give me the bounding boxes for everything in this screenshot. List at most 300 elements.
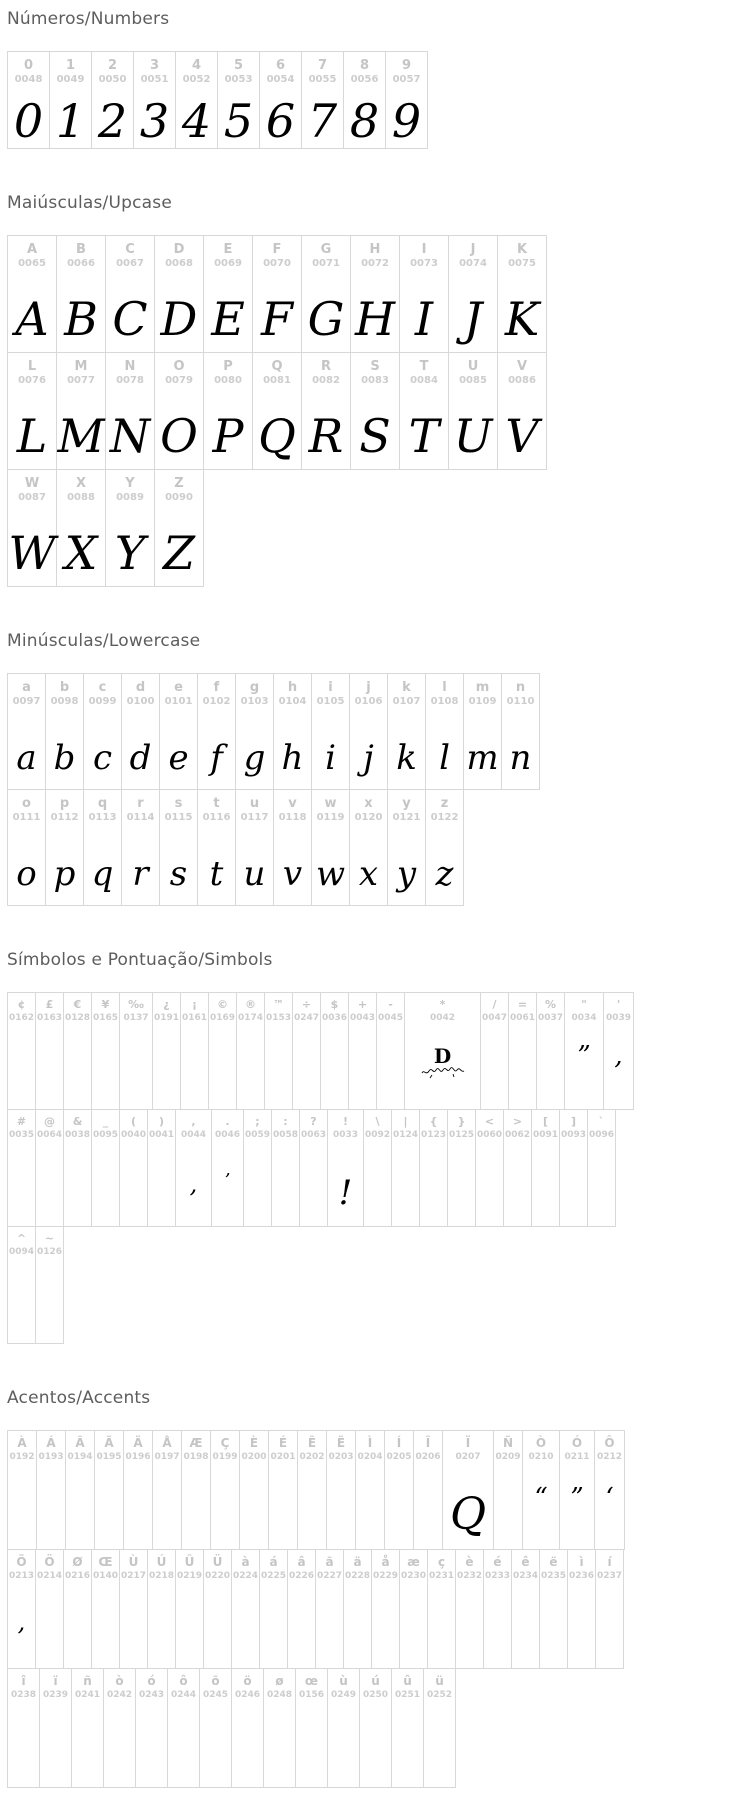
char-code: 0137 [123,1013,149,1023]
char-code: 0081 [263,375,291,386]
char-code: 0068 [165,258,193,269]
char-code: 0099 [88,696,117,707]
char-label: H [369,242,381,257]
char-code: 0245 [202,1690,229,1700]
char-cell [501,673,540,790]
char-code: 0121 [392,812,421,823]
char-cell [423,1668,456,1788]
char-glyph: ! [338,1173,353,1213]
char-cell [399,1549,428,1669]
char-label: U [467,359,479,374]
char-cell [497,235,547,353]
char-code: 0103 [240,696,269,707]
char-cell [105,469,155,587]
char-label: Å [162,1436,172,1450]
char-cell [243,1109,272,1227]
char-cell [91,1549,120,1669]
char-cell [105,352,155,470]
char-label: Ù [128,1555,139,1569]
char-glyph: i [325,738,336,778]
char-code: 0040 [120,1130,147,1140]
char-code: 0067 [116,258,144,269]
char-label: D [173,242,185,257]
char-label: b [59,680,70,695]
char-cell [559,1430,595,1550]
char-code: 0063 [300,1130,327,1140]
char-label: î [21,1674,26,1688]
char-label: Ë [336,1436,346,1450]
char-label: ' [616,998,621,1011]
char-label: Ø [72,1555,83,1569]
char-code: 0212 [596,1452,623,1462]
char-label: Á [46,1436,56,1450]
char-code: 0071 [312,258,340,269]
char-glyph: 5 [223,94,254,148]
char-cell [315,1549,344,1669]
char-code: 0156 [298,1690,325,1700]
char-label: Æ [189,1436,203,1450]
char-cell [522,1430,560,1550]
char-code: 0041 [148,1130,175,1140]
char-label: \ [375,1115,380,1128]
char-code: 0035 [8,1130,35,1140]
char-label: @ [44,1115,55,1128]
char-label: j [366,680,371,695]
char-label: Ã [104,1436,114,1450]
char-code: 0089 [116,492,144,503]
char-code: 0115 [164,812,193,823]
char-code: 0203 [328,1452,354,1462]
char-cell [152,1430,182,1550]
char-label: é [493,1555,502,1569]
char-glyph: Q [258,409,296,463]
char-cell [121,789,160,906]
char-code: 0073 [410,258,438,269]
char-cell [355,1430,385,1550]
char-cell [7,789,46,906]
char-cell [301,235,351,353]
char-label: L [27,359,37,374]
char-code: 0096 [588,1130,615,1140]
char-code: 0070 [263,258,291,269]
char-glyph: J [463,292,483,346]
char-code: 0047 [481,1013,508,1023]
char-cell [387,789,426,906]
char-cell [297,1430,327,1550]
char-code: 0033 [332,1130,359,1140]
char-code: 0080 [214,375,242,386]
char-code: 0243 [138,1690,165,1700]
char-code: 0042 [429,1013,456,1023]
char-glyph: t [209,854,224,894]
char-label: [ [542,1115,549,1128]
char-code: 0120 [354,812,383,823]
char-glyph: , [17,1608,26,1636]
char-cell [387,673,426,790]
char-cell [564,992,604,1110]
char-label: Ú [156,1555,167,1569]
char-cell [119,1109,148,1227]
char-cell [159,673,198,790]
char-glyph: C [112,292,148,346]
char-code: 0034 [571,1013,597,1023]
char-code: 0090 [165,492,193,503]
char-label: 0 [23,58,34,73]
section-title: Símbolos e Pontuação/Simbols [7,950,273,970]
char-cell [35,992,64,1110]
char-code: 0050 [98,74,127,85]
char-glyph: N [109,409,151,463]
char-label: ë [549,1555,558,1569]
char-cell [133,51,176,149]
char-code: 0247 [293,1013,320,1023]
char-label: Õ [16,1555,27,1569]
char-code: 0079 [165,375,193,386]
char-label: ü [435,1674,444,1688]
char-cell [259,1549,288,1669]
char-cell [135,1668,168,1788]
char-cell [105,235,155,353]
char-code: 0095 [92,1130,119,1140]
char-label: G [320,242,332,257]
char-cell [567,1549,596,1669]
char-glyph: H [354,292,396,346]
char-label: E [223,242,233,257]
char-cell [559,1109,588,1227]
char-label: S [370,359,380,374]
section-upcase [7,193,730,587]
char-glyph: 4 [181,94,212,148]
char-cell [56,235,106,353]
char-cell [83,789,122,906]
char-code: 0044 [180,1130,207,1140]
char-glyph [420,1044,466,1079]
char-cell [404,992,481,1110]
char-cell [175,1109,212,1227]
char-label: t [213,796,220,811]
char-code: 0051 [140,74,169,85]
char-code: 0106 [354,696,383,707]
char-code: 0229 [372,1571,399,1581]
char-label: y [402,796,411,811]
char-label: Ê [307,1436,317,1450]
char-code: 0126 [36,1247,63,1257]
char-label: J [470,242,476,257]
logo-letter: D [433,1044,452,1068]
char-label: ó [147,1674,156,1688]
char-cell [427,1549,456,1669]
char-cell [7,51,50,149]
char-cell [35,1226,64,1344]
char-glyph: z [435,854,454,894]
char-code: 0205 [386,1452,412,1462]
char-code: 0053 [224,74,253,85]
char-label: * [439,998,446,1011]
char-code: 0113 [88,812,117,823]
char-cell [531,1109,560,1227]
char-cell [7,352,57,470]
char-label: W [24,476,40,491]
char-cell [83,673,122,790]
char-code: 0122 [430,812,459,823]
char-code: 0213 [8,1571,35,1581]
char-label: Ü [212,1555,223,1569]
char-cell [511,1549,540,1669]
char-label: ¢ [17,998,26,1011]
char-label: í [607,1555,612,1569]
char-code: 0246 [234,1690,261,1700]
section-lowercase [7,631,730,906]
char-glyph: v [282,854,303,894]
char-cell [350,235,400,353]
char-code: 0242 [106,1690,133,1700]
char-label: ï [53,1674,58,1688]
char-label: e [174,680,183,695]
char-cell [503,1109,532,1227]
section-title: Números/Numbers [7,9,170,29]
char-code: 0082 [312,375,340,386]
char-glyph: W [8,526,56,580]
char-label: , [191,1115,196,1128]
char-glyph: x [358,854,379,894]
char-label: f [213,680,220,695]
char-label: > [512,1115,523,1128]
char-label: Ò [535,1436,547,1450]
char-label: ] [570,1115,577,1128]
char-code: 0038 [64,1130,91,1140]
char-glyph: X [64,526,98,580]
char-cell [252,235,302,353]
char-code: 0216 [64,1571,91,1581]
char-label: 2 [107,58,118,73]
char-glyph: p [53,854,76,894]
char-code: 0066 [67,258,95,269]
char-code: 0211 [564,1452,590,1462]
char-cell [147,1549,176,1669]
char-cell [263,1668,296,1788]
char-label: p [59,796,70,811]
char-glyph: c [92,738,113,778]
char-cell [175,51,218,149]
char-label: + [357,998,368,1011]
char-code: 0237 [596,1571,623,1581]
char-label: K [516,242,528,257]
char-label: _ [102,1115,109,1128]
char-cell [7,1430,37,1550]
char-glyph: ” [570,1483,584,1513]
char-row [7,1226,730,1344]
char-cell [123,1430,153,1550]
char-label: { [429,1115,438,1128]
char-glyph: R [308,409,344,463]
char-cell [311,789,350,906]
char-code: 0248 [266,1690,293,1700]
char-glyph: Z [163,526,195,580]
char-label: Y [125,476,135,491]
char-cell [152,992,181,1110]
char-code: 0088 [67,492,95,503]
char-code: 0046 [214,1130,241,1140]
char-cell [349,673,388,790]
char-cell [7,1226,36,1344]
char-label: õ [211,1674,220,1688]
char-cell [343,51,386,149]
char-cell [595,1549,624,1669]
char-code: 0057 [392,74,421,85]
char-code: 0220 [204,1571,231,1581]
char-code: 0052 [182,74,211,85]
char-cell [399,352,449,470]
char-cell [210,1430,240,1550]
char-row [7,235,730,353]
char-code: 0250 [362,1690,389,1700]
char-label: Œ [98,1555,113,1569]
char-cell [94,1430,124,1550]
char-code: 0117 [240,812,269,823]
char-code: 0233 [484,1571,511,1581]
char-code: 0091 [532,1130,559,1140]
char-cell [301,51,344,149]
char-code: 0093 [560,1130,587,1140]
char-glyph: K [504,292,540,346]
char-label: ã [325,1555,334,1569]
char-code: 0191 [153,1013,180,1023]
char-label: F [272,242,282,257]
char-code: 0118 [278,812,307,823]
char-code: 0058 [272,1130,299,1140]
char-cell [271,1109,300,1227]
char-cell [7,1109,36,1227]
char-code: 0116 [202,812,231,823]
char-label: Î [425,1436,431,1450]
char-glyph: 6 [265,94,296,148]
char-code: 0210 [528,1452,554,1462]
char-cell [63,1109,92,1227]
char-cell [399,235,449,353]
char-cell [7,1668,40,1788]
section-symbols [7,950,730,1344]
char-cell [536,992,565,1110]
char-code: 0219 [176,1571,203,1581]
char-label: A [26,242,38,257]
char-label: ( [130,1115,137,1128]
char-cell [292,992,321,1110]
char-code: 0197 [154,1452,180,1462]
char-label: ‰ [128,998,144,1011]
char-glyph: r [132,854,149,894]
char-cell [311,673,350,790]
char-code: 0226 [288,1571,315,1581]
char-glyph: “ [534,1483,548,1513]
char-label: ù [339,1674,348,1688]
char-label: V [516,359,528,374]
char-cell [475,1109,504,1227]
char-code: 0194 [67,1452,93,1462]
char-glyph: w [315,854,346,894]
char-label: Í [396,1436,402,1450]
char-label: x [364,796,373,811]
char-cell [350,352,400,470]
char-cell [348,992,377,1110]
char-cell [71,1668,104,1788]
char-code: 0214 [36,1571,63,1581]
char-label: ~ [44,1232,55,1245]
char-cell [264,992,293,1110]
char-label: q [97,796,108,811]
char-row [7,1668,730,1788]
char-cell [197,673,236,790]
char-code: 0043 [349,1013,376,1023]
section-title: Acentos/Accents [7,1388,151,1408]
char-code: 0234 [512,1571,539,1581]
char-label: O [173,359,185,374]
char-glyph: a [16,738,37,778]
char-cell [56,352,106,470]
char-cell [154,352,204,470]
char-code: 0199 [212,1452,238,1462]
char-code: 0077 [67,375,95,386]
char-cell [497,352,547,470]
char-cell [327,1668,360,1788]
char-cell [63,1549,92,1669]
char-row [7,1549,730,1669]
char-code: 0084 [410,375,438,386]
char-label: u [249,796,260,811]
char-label: 8 [359,58,370,73]
char-label: | [403,1115,408,1128]
char-cell [91,1109,120,1227]
char-cell [159,789,198,906]
char-code: 0236 [568,1571,595,1581]
char-code: 0201 [270,1452,296,1462]
char-label: : [283,1115,288,1128]
char-label: ç [437,1555,446,1569]
char-glyph: q [91,854,114,894]
char-cell [301,352,351,470]
section-numbers [7,9,730,149]
char-code: 0161 [181,1013,208,1023]
char-code: 0060 [476,1130,503,1140]
char-label: â [297,1555,306,1569]
char-cell [259,51,302,149]
char-glyph: S [359,409,391,463]
char-code: 0097 [12,696,41,707]
char-label: % [544,998,557,1011]
char-label: ä [353,1555,362,1569]
char-code: 0039 [605,1013,632,1023]
char-cell [391,1668,424,1788]
char-code: 0064 [36,1130,63,1140]
section-accents [7,1388,730,1788]
char-label: Ï [465,1436,471,1450]
char-code: 0207 [455,1452,481,1462]
char-code: 0128 [64,1013,91,1023]
char-glyph: U [453,409,493,463]
char-label: œ [304,1674,319,1688]
char-cell [35,1109,64,1227]
char-cell [167,1668,200,1788]
char-cell [391,1109,420,1227]
char-label: 5 [233,58,244,73]
char-cell [65,1430,95,1550]
char-label: Ó [571,1436,583,1450]
char-glyph: A [15,292,49,346]
char-label: M [74,359,88,374]
char-label: ú [371,1674,380,1688]
char-glyph: ” [577,1041,591,1071]
char-cell [45,789,84,906]
char-code: 0227 [316,1571,343,1581]
